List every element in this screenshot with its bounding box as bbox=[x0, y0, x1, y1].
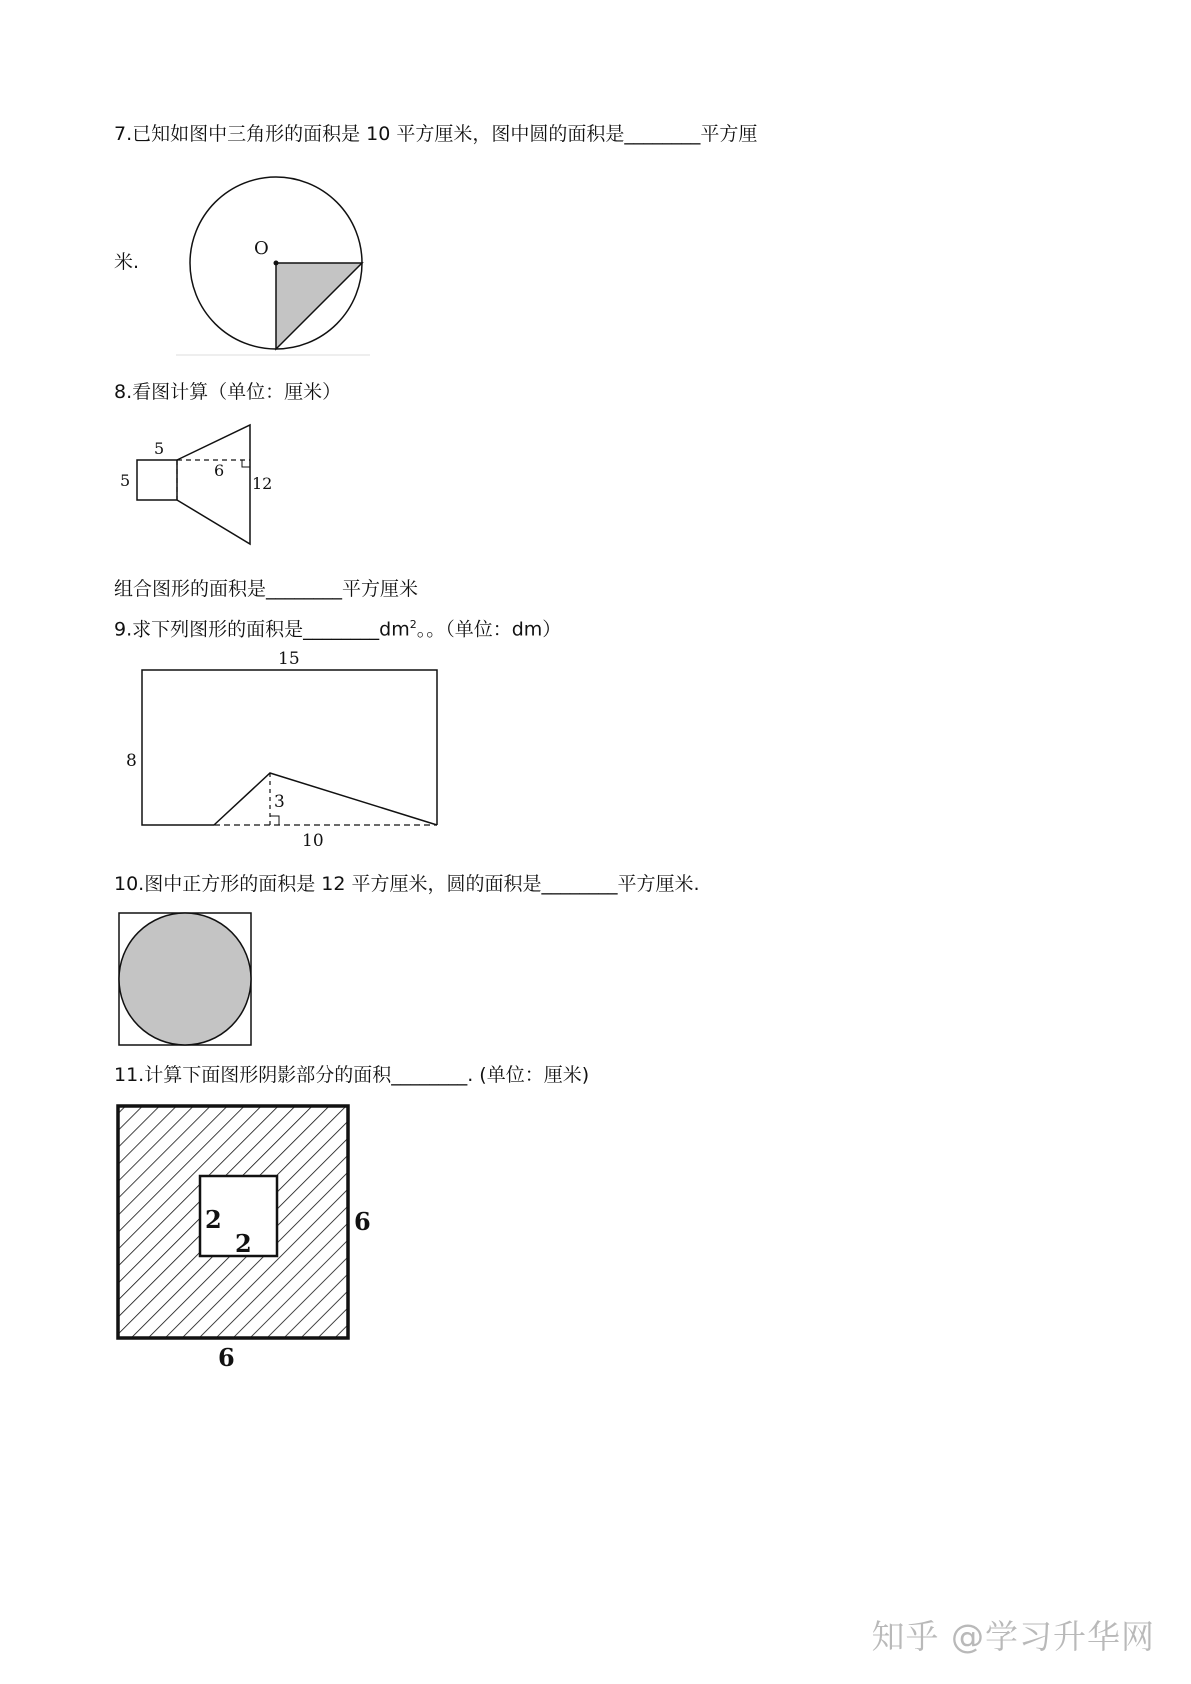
label-height: 3 bbox=[274, 792, 285, 812]
inner-label-side: 2 bbox=[205, 1205, 222, 1234]
inscribed-circle bbox=[119, 913, 251, 1045]
center-label: O bbox=[254, 238, 269, 259]
question-text: 已知如图中三角形的面积是 10 平方厘米，图中圆的面积是________平方厘 bbox=[132, 123, 758, 145]
question-text: 看图计算（单位：厘米） bbox=[132, 381, 342, 403]
question-8-answer: 组合图形的面积是________平方厘米 bbox=[114, 578, 419, 600]
question-7 bbox=[114, 122, 757, 146]
composite-shape-figure bbox=[114, 420, 274, 552]
label-top: 15 bbox=[278, 649, 300, 669]
triangle-cutout bbox=[214, 773, 437, 825]
question-number: 7. bbox=[114, 123, 133, 145]
question-number: 9. bbox=[114, 618, 133, 641]
right-angle-mark bbox=[270, 816, 279, 825]
label-top: 5 bbox=[154, 439, 165, 458]
question-text: 求下列图形的面积是________dm bbox=[132, 618, 410, 641]
outer-label-bottom: 6 bbox=[218, 1343, 235, 1372]
question-9 bbox=[114, 613, 561, 641]
superscript: 2 bbox=[409, 618, 417, 631]
rectangle-outline bbox=[142, 670, 437, 825]
question-7-continuation: 米. bbox=[114, 251, 140, 273]
label-left: 5 bbox=[120, 471, 131, 490]
inner-label-bottom: 2 bbox=[235, 1229, 252, 1258]
question-8 bbox=[114, 380, 341, 404]
hatched-square-figure bbox=[114, 1100, 374, 1375]
rectangle-triangle-figure bbox=[114, 648, 459, 858]
square-circle-figure bbox=[116, 910, 256, 1050]
right-angle-mark bbox=[242, 460, 250, 467]
watermark: 知乎 @学习升华网 bbox=[871, 1617, 1155, 1656]
label-base: 10 bbox=[302, 831, 324, 851]
question-number: 11. bbox=[114, 1064, 145, 1086]
center-point bbox=[274, 261, 279, 266]
outer-label-side: 6 bbox=[354, 1207, 371, 1236]
trapezoid-part bbox=[177, 425, 250, 544]
question-10 bbox=[114, 872, 700, 896]
circle-triangle-figure bbox=[170, 160, 390, 360]
question-11 bbox=[114, 1063, 589, 1087]
label-left: 8 bbox=[126, 751, 137, 771]
question-number: 10. bbox=[114, 873, 145, 895]
label-right: 12 bbox=[252, 474, 273, 493]
label-height: 6 bbox=[214, 461, 225, 480]
shaded-triangle bbox=[276, 263, 362, 349]
question-text: 计算下面图形阴影部分的面积________. (单位：厘米) bbox=[144, 1064, 590, 1086]
question-number: 8. bbox=[114, 381, 133, 403]
square-part bbox=[137, 460, 177, 500]
question-text: 图中正方形的面积是 12 平方厘米，圆的面积是________平方厘米. bbox=[144, 873, 700, 895]
question-text-tail: 。。（单位：dm） bbox=[416, 618, 562, 641]
